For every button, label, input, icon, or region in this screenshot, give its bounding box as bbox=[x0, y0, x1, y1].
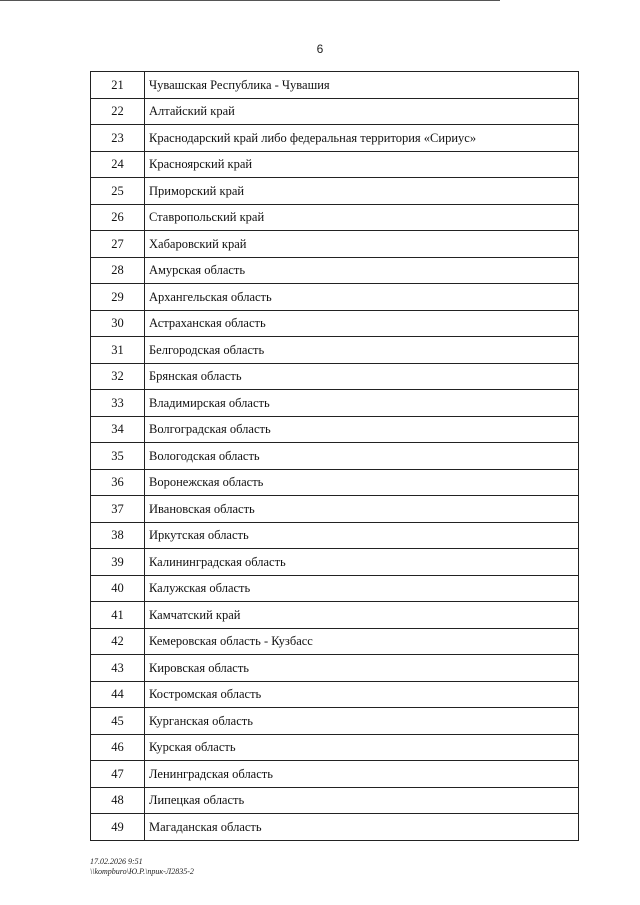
region-name: Ивановская область bbox=[145, 496, 579, 523]
footer-file-path: \\kompburo\Ю.Р.\прик-Л2835-2 bbox=[90, 867, 194, 876]
region-name: Хабаровский край bbox=[145, 231, 579, 258]
row-number: 26 bbox=[91, 204, 145, 231]
region-name: Алтайский край bbox=[145, 98, 579, 125]
row-number: 43 bbox=[91, 655, 145, 682]
row-number: 30 bbox=[91, 310, 145, 337]
table-row bbox=[91, 257, 579, 284]
row-number: 29 bbox=[91, 284, 145, 311]
table-row bbox=[91, 151, 579, 178]
table-row bbox=[91, 98, 579, 125]
table-row bbox=[91, 310, 579, 337]
region-name: Приморский край bbox=[145, 178, 579, 205]
table-row bbox=[91, 72, 579, 99]
table-row bbox=[91, 655, 579, 682]
table-row bbox=[91, 814, 579, 841]
row-number: 34 bbox=[91, 416, 145, 443]
row-number: 27 bbox=[91, 231, 145, 258]
row-number: 42 bbox=[91, 628, 145, 655]
row-number: 48 bbox=[91, 787, 145, 814]
region-name: Воронежская область bbox=[145, 469, 579, 496]
row-number: 37 bbox=[91, 496, 145, 523]
table-row bbox=[91, 178, 579, 205]
row-number: 31 bbox=[91, 337, 145, 364]
table-row bbox=[91, 443, 579, 470]
row-number: 47 bbox=[91, 761, 145, 788]
table-row bbox=[91, 734, 579, 761]
region-name: Курская область bbox=[145, 734, 579, 761]
row-number: 49 bbox=[91, 814, 145, 841]
region-name: Курганская область bbox=[145, 708, 579, 735]
region-name: Архангельская область bbox=[145, 284, 579, 311]
regions-table-body bbox=[91, 72, 579, 841]
row-number: 39 bbox=[91, 549, 145, 576]
region-name: Ставропольский край bbox=[145, 204, 579, 231]
table-row bbox=[91, 469, 579, 496]
table-row bbox=[91, 549, 579, 576]
region-name: Брянская область bbox=[145, 363, 579, 390]
table-row bbox=[91, 204, 579, 231]
region-name: Липецкая область bbox=[145, 787, 579, 814]
table-row bbox=[91, 575, 579, 602]
region-name: Ленинградская область bbox=[145, 761, 579, 788]
table-row bbox=[91, 416, 579, 443]
region-name: Чувашская Республика - Чувашия bbox=[145, 72, 579, 99]
region-name: Краснодарский край либо федеральная территория «Сириус» bbox=[145, 125, 579, 152]
region-name: Красноярский край bbox=[145, 151, 579, 178]
table-row bbox=[91, 284, 579, 311]
table-row bbox=[91, 522, 579, 549]
region-name: Магаданская область bbox=[145, 814, 579, 841]
row-number: 45 bbox=[91, 708, 145, 735]
table-row bbox=[91, 390, 579, 417]
region-name: Амурская область bbox=[145, 257, 579, 284]
row-number: 44 bbox=[91, 681, 145, 708]
footer-timestamp: 17.02.2026 9:51 bbox=[90, 857, 143, 866]
region-name: Калининградская область bbox=[145, 549, 579, 576]
table-row bbox=[91, 708, 579, 735]
region-name: Иркутская область bbox=[145, 522, 579, 549]
row-number: 22 bbox=[91, 98, 145, 125]
table-row bbox=[91, 125, 579, 152]
table-row bbox=[91, 681, 579, 708]
table-row bbox=[91, 628, 579, 655]
region-name: Астраханская область bbox=[145, 310, 579, 337]
region-name: Белгородская область bbox=[145, 337, 579, 364]
table-row bbox=[91, 363, 579, 390]
table-row bbox=[91, 761, 579, 788]
region-name: Кемеровская область - Кузбасс bbox=[145, 628, 579, 655]
table-row bbox=[91, 787, 579, 814]
row-number: 46 bbox=[91, 734, 145, 761]
region-name: Вологодская область bbox=[145, 443, 579, 470]
row-number: 25 bbox=[91, 178, 145, 205]
region-name: Волгоградская область bbox=[145, 416, 579, 443]
row-number: 32 bbox=[91, 363, 145, 390]
row-number: 38 bbox=[91, 522, 145, 549]
footer-stamp bbox=[90, 857, 194, 877]
region-name: Кировская область bbox=[145, 655, 579, 682]
row-number: 23 bbox=[91, 125, 145, 152]
row-number: 24 bbox=[91, 151, 145, 178]
page-number: 6 bbox=[316, 42, 324, 56]
regions-table bbox=[90, 71, 579, 841]
region-name: Калужская область bbox=[145, 575, 579, 602]
table-row bbox=[91, 337, 579, 364]
row-number: 41 bbox=[91, 602, 145, 629]
top-rule bbox=[0, 0, 500, 1]
region-name: Владимирская область bbox=[145, 390, 579, 417]
region-name: Камчатский край bbox=[145, 602, 579, 629]
table-row bbox=[91, 602, 579, 629]
row-number: 40 bbox=[91, 575, 145, 602]
row-number: 36 bbox=[91, 469, 145, 496]
row-number: 21 bbox=[91, 72, 145, 99]
table-row bbox=[91, 496, 579, 523]
row-number: 28 bbox=[91, 257, 145, 284]
table-row bbox=[91, 231, 579, 258]
row-number: 35 bbox=[91, 443, 145, 470]
row-number: 33 bbox=[91, 390, 145, 417]
region-name: Костромская область bbox=[145, 681, 579, 708]
